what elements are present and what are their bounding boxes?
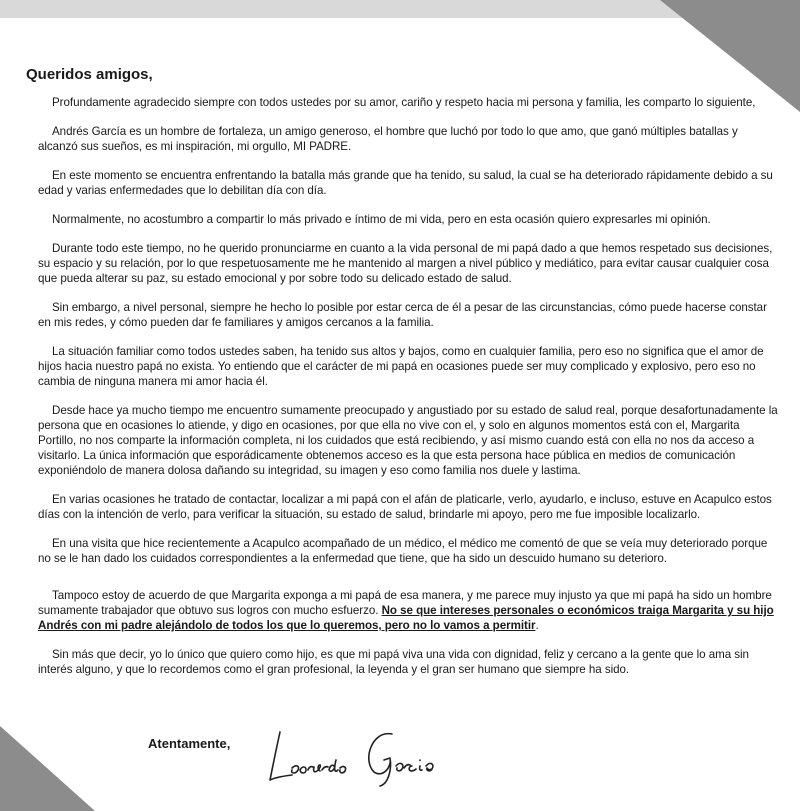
paragraph-margarita-emphasis: No se que intereses personales o económicos traiga Margarita y su hijo Andrés con mi padre alejándolo de todos los que lo queremos, pero no lo vamos a permitir bbox=[38, 604, 774, 632]
handwritten-signature bbox=[262, 720, 482, 790]
paragraph-final: Sin más que decir, yo lo único que quiero como hijo, es que mi papá viva una vida con dignidad, feliz y cercano a la gente que lo ama sin interés alguno, y que lo recordemos como el gran profesional, la leyenda y el gran ser humano que siempre ha sido. bbox=[38, 648, 749, 676]
paragraph: Normalmente, no acostumbro a compartir lo más privado e íntimo de mi vida, pero en esta ocasión quiero expresarles mi opinión. bbox=[52, 213, 711, 226]
bottom-left-decorative-triangle bbox=[0, 726, 95, 811]
paragraph: En este momento se encuentra enfrentando la batalla más grande que ha tenido, su salud, la cual se ha deteriorado rápidamente debido a su edad y varias enfermedades que lo debilitan día con día. bbox=[38, 169, 773, 197]
paragraph-margarita-text: Tampoco estoy de acuerdo de que Margarita exponga a mi papá de esa manera, y me parece muy injusto ya que mi papá ha sido un hombre sumamente trabajador que obtuvo sus logros con mucho esfuerzo. bbox=[38, 589, 772, 617]
paragraph: Profundamente agradecido siempre con todos ustedes por su amor, cariño y respeto hacia mi persona y familia, les comparto lo siguiente, bbox=[52, 96, 756, 109]
paragraph-margarita-end: . bbox=[535, 619, 539, 632]
letter-body bbox=[26, 66, 778, 691]
letter-greeting: Queridos amigos, bbox=[26, 66, 153, 83]
paragraph: Durante todo este tiempo, no he querido pronunciarme en cuanto a la vida personal de mi papá dado a que hemos respetado sus decisiones, su espacio y su relación, por lo que respetuosamente me he mantenido al margen a nivel público y mediático, para evitar causar cualquier cosa que pueda alterar su paz, su estado emocional y por sobre todo su delicado estado de salud. bbox=[38, 242, 773, 285]
paragraph: En una visita que hice recientemente a Acapulco acompañado de un médico, el médico me comentó de que se veía muy deteriorado porque no se le han dado los cuidados correspondientes a la enfermedad que tiene, que ha sido un descuido humano su deterioro. bbox=[38, 537, 768, 565]
closing-text: Atentamente, bbox=[148, 736, 231, 751]
paragraph: Andrés García es un hombre de fortaleza, un amigo generoso, el hombre que luchó por todo lo que amo, que ganó múltiples batallas y alcanzó sus sueños, es mi inspiración, mi orgullo, MI PADRE. bbox=[38, 125, 738, 153]
paragraph-margarita bbox=[26, 588, 778, 633]
paragraph: Sin embargo, a nivel personal, siempre he hecho lo posible por estar cerca de él a pesar de las circunstancias, cómo puede hacerse constar en mis redes, y cómo pueden dar fe familiares y amigos cercanos a la familia. bbox=[38, 301, 767, 329]
paragraph: Desde hace ya mucho tiempo me encuentro sumamente preocupado y angustiado por su estado de salud real, porque desafortunadamente la persona que en ocasiones lo atiende, y digo en ocasiones, por que ella no vive con el, y solo en algunos momentos está con el, Margarita Portillo, no nos comparte la información completa, ni los cuidados que está recibiendo, y así mismo cuando está con ella no nos da acceso a visitarlo. La única información que esporádicamente obtenemos acceso es la que esta persona hace pública en medios de comunicación exponiéndolo de manera dolosa dañando su integridad, su imagen y eso como familia nos duele y lastima. bbox=[38, 404, 778, 477]
paragraph: La situación familiar como todos ustedes saben, ha tenido sus altos y bajos, como en cualquier familia, pero eso no significa que el amor de hijos hacia nuestro papá no exista. Yo entiendo que el carácter de mi papá en ocasiones puede ser muy complicado y explosivo, pero eso no cambia de ninguna manera mi amor hacia él. bbox=[38, 345, 764, 388]
paragraph: En varias ocasiones he tratado de contactar, localizar a mi papá con el afán de platicarle, verlo, ayudarlo, e incluso, estuve en Acapulco estos días con la intención de verlo, para verificar la situación, su estado de salud, brindarle mi apoyo, pero me fue imposible localizarlo. bbox=[38, 493, 772, 521]
signature-image bbox=[262, 720, 482, 790]
